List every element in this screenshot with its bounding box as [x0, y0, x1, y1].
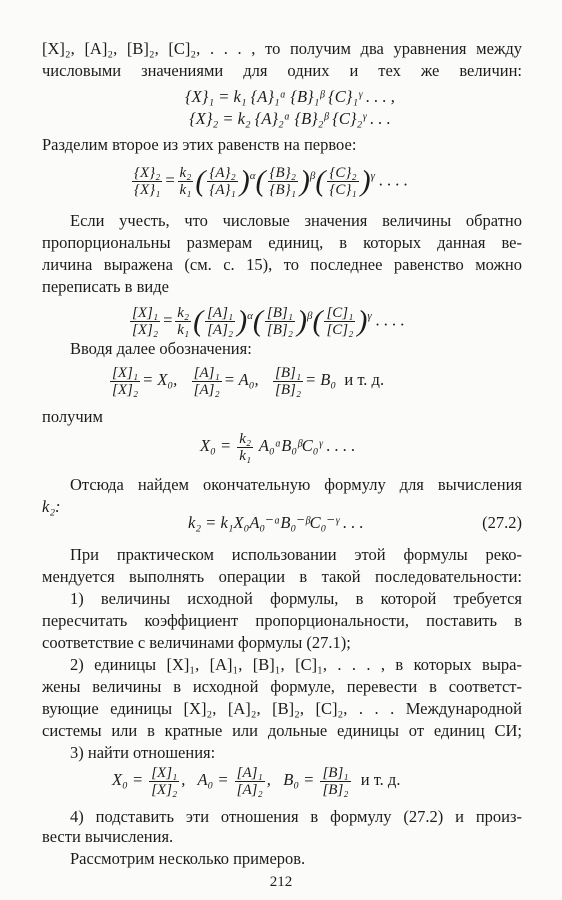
x0-equation: X₀ = $\frac{\text{k₂}}{\text{k₁}}$ A₀ᵅB₀ᵝC₀ᵞ . . . . [200, 430, 356, 464]
text-line: Разделим второе из этих равенств на первое: [42, 135, 357, 154]
equation-1: {X}₁ = k₁ {A}₁ᵅ {B}₁ᵝ {C}₁ᵞ . . . , [185, 87, 395, 106]
text-line: пересчитать коэффициент пропорциональности, поставить в [42, 611, 522, 630]
text-line: системы или в кратные или дольные единицы от единиц СИ; [42, 721, 522, 740]
text-line: пропорциональны размерам единиц, в которых данная ве- [42, 233, 522, 252]
text-line: 4) подставить эти отношения в формулу (27.2) и произ- [70, 807, 522, 826]
text-line: числовыми значениями для одних и тех же величин: [42, 61, 522, 80]
text-line: жены величины в исходной формуле, перевести в соответст- [42, 677, 522, 696]
ratios-equation: X₀ = $\frac{\text{[X]₁}}{\text{[X]₂}}$ , A₀ = $\frac{\text{[A]₁}}{\text{[A]₂}}$ , B₀ = $\frac{\text{[B]₁}}{\text{[B]₂}}$ и т. д. [112, 764, 401, 798]
text-line: 3) найти отношения: [70, 743, 216, 762]
unit-ratio-equation: $\frac{\text{[X]₁}}{\text{[X]₂}}$ = $\frac{\text{k₂}}{\text{k₁}}$ ( $\frac{\text{[A]₁}}{\text{[A]₂}}$ )$^\alpha$( $\frac{\text{[B]₁}}{\text{[B]₂}}$ )$^\beta$( $\frac{\text{[C]₁}}{\text{[C]₂}}$ )$^\gamma$ . . . . [132, 304, 405, 339]
ratio-equation: $\frac{\text{\{X\}₂}}{\text{\{X\}₁}}$ = $\frac{\text{k₂}}{\text{k₁}}$ ( $\frac{\text{\{A\}₂}}{\text{\{A\}₁}}$ )$^\alpha$( $\frac{\text{\{B\}₂}}{\text{\{B\}₁}}$ )$^\beta$( $\frac{\text{\{C\}₂}}{\text{\{C\}₁}}$ )$^\gamma$ . . . . [134, 164, 408, 199]
equation-2: {X}₂ = k₂ {A}₂ᵅ {B}₂ᵝ {C}₂ᵞ . . . [189, 109, 391, 128]
text-line: При практическом использовании этой формулы реко- [70, 545, 522, 564]
text-line: Отсюда найдем окончательную формулу для вычисления [70, 475, 522, 494]
text-line: [X]₂, [A]₂, [B]₂, [C]₂, . . . , то получим два уравнения между [42, 39, 522, 58]
text-line: k₂: [42, 497, 61, 516]
text-line: переписать в виде [42, 277, 169, 296]
text-line: личина выражена (см. с. 15), то последнее равенство можно [42, 255, 522, 274]
text-line: вести вычисления. [42, 827, 174, 846]
page-number: 212 [269, 874, 293, 890]
text-line: Если учесть, что числовые значения величины обратно [70, 211, 522, 230]
text-line: вующие единицы [X]₂, [A]₂, [B]₂, [C]₂, . . . Международной [42, 699, 522, 718]
notation-equation: $\frac{\text{[X]₁}}{\text{[X]₂}}$ = X₀, $\frac{\text{[A]₁}}{\text{[A]₂}}$ = A₀, $\frac{\text{[B]₁}}{\text{[B]₂}}$ = B₀ и т. д. [112, 364, 385, 398]
text-line: получим [42, 407, 103, 426]
text-line: 2) единицы [X]₁, [A]₁, [B]₁, [C]₁, . . . , в которых выра- [70, 655, 522, 674]
text-line: соответствие с величинами формулы (27.1); [42, 633, 351, 652]
text-line: 1) величины исходной формулы, в которой требуется [70, 589, 522, 608]
equation-number: (27.2) [482, 513, 522, 532]
text-line: мендуется выполнять операции в такой последовательности: [42, 567, 522, 586]
text-line: Рассмотрим несколько примеров. [70, 849, 306, 868]
final-equation: k₂ = k₁X₀A₀⁻ᵅB₀⁻ᵝC₀⁻ᵞ . . . [188, 513, 364, 532]
text-line: Вводя далее обозначения: [70, 339, 252, 358]
